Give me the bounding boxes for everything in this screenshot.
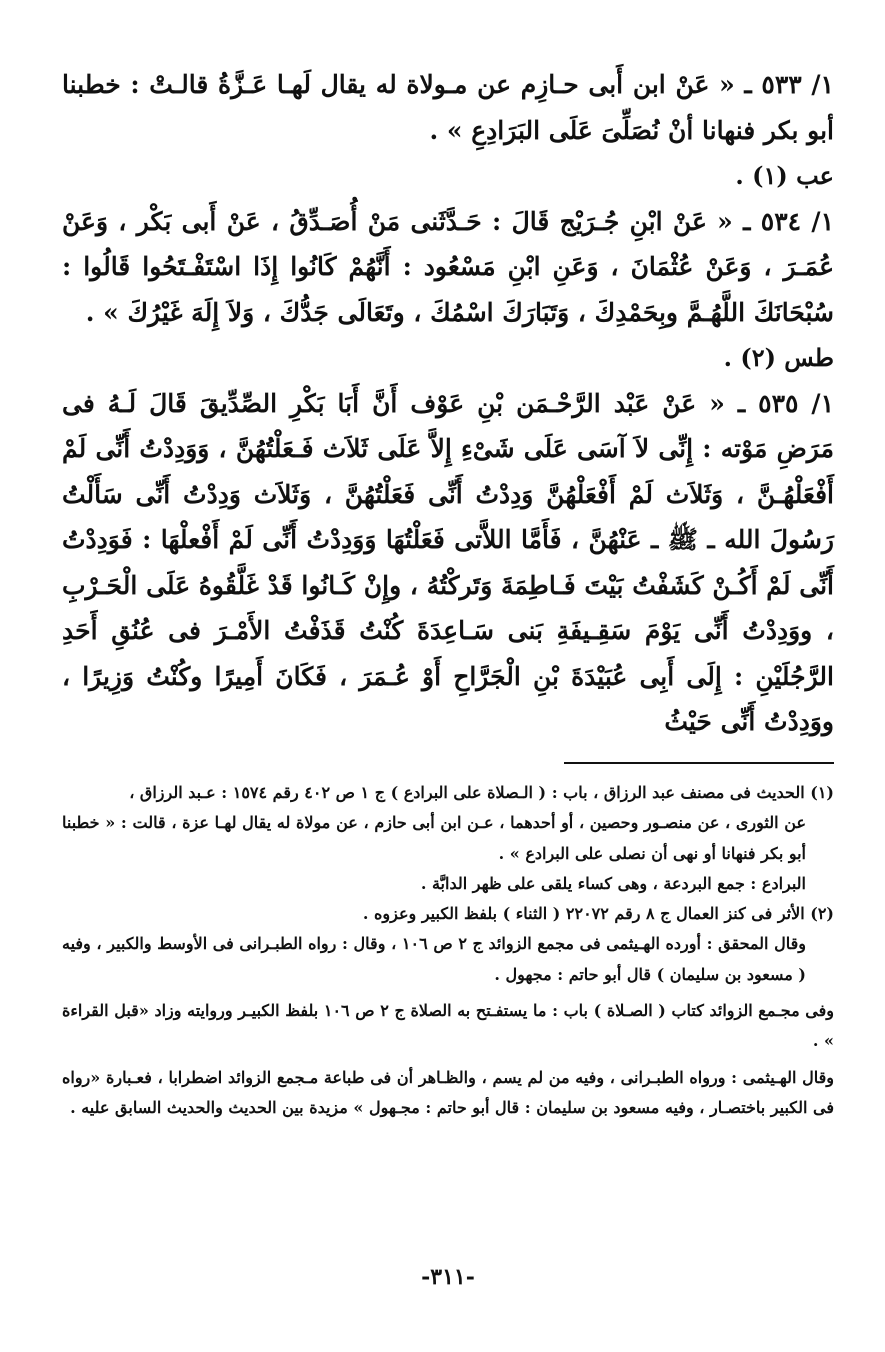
footnote-2-para-3: وقال الهـيثمى : ورواه الطبـرانى ، وفيه من لم يسم ، والظـاهر أن فى طباعة مـجمع الزوائد اضطرابا ، فعـبارة «رواه فى الكبير باختصـار ، وفيه مسعود بن سليمان : قال أبو حاتم : مجـهول » مزيدة بين الحديث والحديث السابق عليه . xyxy=(62,1067,835,1117)
footnote-2-line-1: (٢) الأثر فى كنز العمال ج ٨ رقم ٢٢٠٧٢ ( الثناء ) بلفظ الكبير وعزوه . xyxy=(362,904,834,924)
footnote-1-note: البرادع : جمع البردعة ، وهى كساء يلقى على ظهر الدابَّة . xyxy=(420,873,806,893)
main-text xyxy=(62,62,834,745)
footnote-2-para-2: وفى مجـمع الزوائد كتاب ( الصـلاة ) باب : ما يستفـتح به الصلاة ج ٢ ص ١٠٦ بلفظ الكبيـر وروايته وزاد «قبل القراءة » . xyxy=(62,1001,834,1051)
hadith-534-source: طس (٢) . xyxy=(723,343,834,372)
page-number: -٣١١- xyxy=(421,1264,475,1290)
hadith-533-source: عب (١) . xyxy=(735,161,834,190)
book-page xyxy=(62,62,834,1332)
footnote-1-line-2: عن الثورى ، عن منصـور وحصين ، أو أحدهما ، عـن ابن أبى حازم ، عن مولاة له يقال لهـا عزة ، قالت : « خطبنا أبو بكر فنهانا أو نهى أن نصلى على البرادع » . xyxy=(62,813,806,863)
footnotes xyxy=(62,778,834,1123)
hadith-535-text: ١/ ٥٣٥ ـ « عَنْ عَبْد الرَّحْـمَن بْنِ عَوْف أَنَّ أَبَا بَكْرِ الصِّدِّيقَ قَالَ لَـهُ فى مَرَضِ مَوْته : إِنِّى لاَ آسَى عَلَى شَىْءِ إِلاَّ عَلَى ثَلاَث فَـعَلْتُهُنَّ ، وَوَدِدْتُ أَنِّى لَمْ أَفْعَلْهُـنَّ ، وَثَلاَث لَمْ أَفْعَلْهُنَّ وَدِدْتُ أَنِّى فَعَلْتُهُنَّ ، وَثَلاَث وَدِدْتُ أَنِّى سَأَلْتُ رَسُولَ الله ـ ﷺ ـ عَنْهُنَّ ، فَأَمَّا اللاَّتى فَعَلْتُهَا وَوَدِدْتُ أَنِّى لَمْ أَفْعلْهَا : فَوَدِدْتُ أَنِّى لَمْ أَكُـنْ كَشَفْتُ بَيْتَ فَـاطِمَةَ وَتَركْتُهُ ، وإِنْ كَـانُوا قَدْ غَلَّقُوهُ عَلَى الْحَـرْبِ ، ووَدِدْتُ أَنِّى يَوْمَ سَقِـيفَةِ بَنى سَـاعِدَةَ كُنْتُ قَذَفْتُ الأَمْـرَ فى عُنُقِ أَحَدِ الرَّجُلَيْنِ : إِلَى أَبِى عُبَيْدَةَ بْنِ الْجَرَّاحِ أَوْ عُـمَرَ ، فَكَانَ أَمِيرًا وكُنْتُ وَزِيرًا ، ووَدِدْتُ أَنِّى حَيْثُ xyxy=(62,388,834,736)
footnote-1-line-1: (١) الحديث فى مصنف عبد الرزاق ، باب : ( الـصلاة على البرادع ) ج ١ ص ٤٠٢ رقم ١٥٧٤ : عـبد الرزاق ، xyxy=(129,783,834,802)
footnote-separator xyxy=(564,762,834,764)
footnote-2-para-1: وقال المحقق : أورده الهـيثمى فى مجمع الزوائد ج ٢ ص ١٠٦ ، وقال : رواه الطبـرانى فى الأوسط والكبير ، وفيه ( مسعود بن سليمان ) قال أبو حاتم : مجهول . xyxy=(62,934,807,984)
hadith-534-text: ١/ ٥٣٤ ـ « عَنْ ابْنِ جُـرَيْج قَالَ : حَـدَّثَنى مَنْ أُصَـدِّقُ ، عَنْ أَبى بَكْر ، وَعَنْ عُمَـرَ ، وَعَنْ عُثْمَانَ ، وَعَنِ ابْنِ مَسْعُود : أَنَّهُمْ كَانُوا إِذَا اسْتَفْـتَحُوا قَالُوا : سُبْحَانَكَ اللَّهُـمَّ وبِحَمْدِكَ ، وَتَبَارَكَ اسْمُكَ ، وتَعَالَى جَدُّكَ ، وَلاَ إِلَهَ غَيْرُكَ » . xyxy=(62,206,834,327)
hadith-533-text: ١/ ٥٣٣ ـ « عَنْ ابن أَبى حـازِم عن مـولاة له يقال لَهـا عَـزَّةُ قالـتْ : خطبنا أبو بكر فنهانا أنْ نُصَلِّىَ عَلَى البَرَادِعِ » . xyxy=(62,70,834,145)
